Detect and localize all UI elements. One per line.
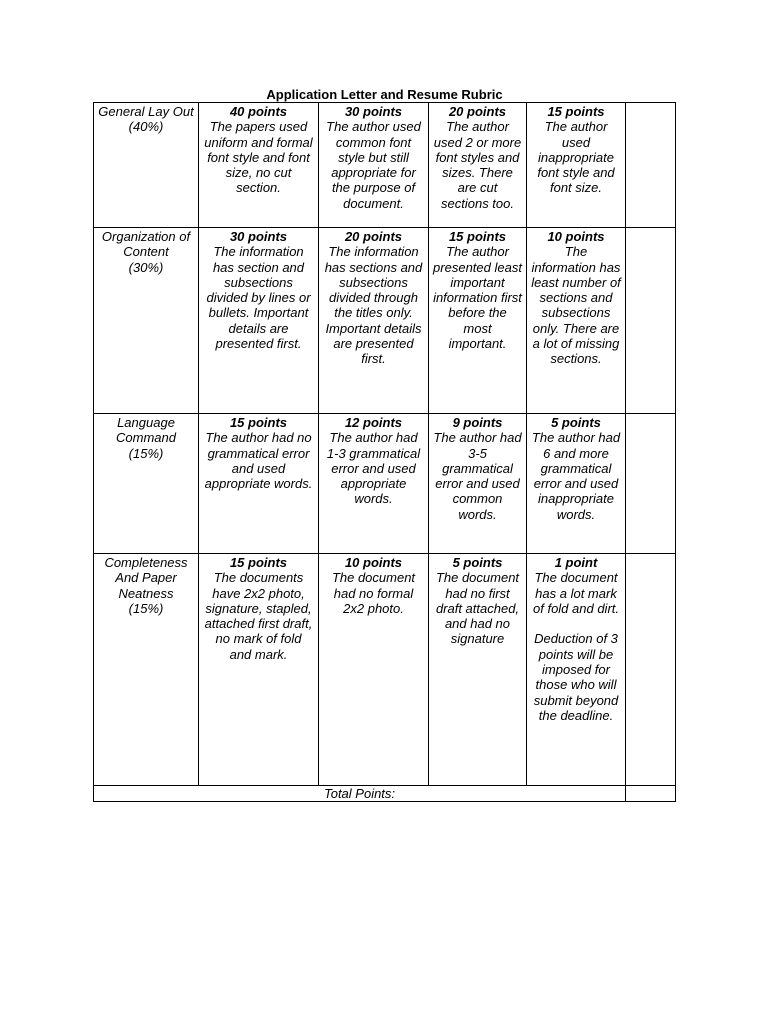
level-cell: [429, 554, 527, 786]
level-cell: [319, 554, 429, 786]
level-description: The author used 2 or more font styles and sizes. There are cut sections too.: [433, 119, 522, 211]
level-cell: [429, 228, 527, 414]
points-label: 15 points: [229, 555, 288, 570]
level-description: The author used common font style but still appropriate for the purpose of document.: [326, 119, 421, 211]
level-cell: [429, 414, 527, 554]
points-label: 9 points: [452, 415, 503, 430]
points-label: 10 points: [547, 229, 605, 244]
level-cell: [527, 554, 626, 786]
level-cell: [319, 414, 429, 554]
points-label: 15 points: [448, 229, 507, 244]
criterion-cell: Completeness And Paper Neatness (15%): [94, 554, 199, 786]
table-row: [94, 103, 676, 228]
score-cell[interactable]: [626, 228, 676, 414]
score-cell[interactable]: [626, 414, 676, 554]
score-cell[interactable]: [626, 554, 676, 786]
score-cell[interactable]: [626, 103, 676, 228]
table-row: [94, 554, 676, 786]
level-cell: [527, 228, 626, 414]
level-cell: [319, 103, 429, 228]
table-row: [94, 228, 676, 414]
points-label: 10 points: [344, 555, 403, 570]
level-description: The papers used uniform and formal font style and font size, no cut section.: [204, 119, 313, 196]
points-label: 15 points: [547, 104, 605, 119]
criterion-cell: Organization of Content (30%): [94, 228, 199, 414]
level-cell: [199, 554, 319, 786]
level-description: The author used inappropriate font style and font size.: [537, 119, 615, 196]
document-title: Application Letter and Resume Rubric: [266, 87, 503, 102]
points-label: 5 points: [551, 415, 601, 430]
level-description: The document had no first draft attached, and had no signature: [435, 570, 520, 647]
criterion-cell: Language Command (15%): [94, 414, 199, 554]
level-description: The documents have 2x2 photo, signature, stapled, attached first draft, no mark of fold and mark.: [204, 570, 313, 662]
level-cell: [527, 103, 626, 228]
points-label: 40 points: [229, 104, 288, 119]
level-description: The author had no grammatical error and used appropriate words.: [204, 430, 313, 492]
points-label: 1 point: [554, 555, 598, 570]
level-description: The author had 3-5 grammatical error and used common words.: [433, 430, 522, 522]
points-label: 20 points: [448, 104, 507, 119]
level-description: The information has least number of sections and subsections only. There are a lot of missing sections.: [531, 244, 621, 367]
points-label: 20 points: [344, 229, 403, 244]
level-cell: [319, 228, 429, 414]
total-points-cell[interactable]: [626, 786, 676, 802]
level-cell: [527, 414, 626, 554]
points-label: 30 points: [344, 104, 403, 119]
criterion-cell: General Lay Out (40%): [94, 103, 199, 228]
points-label: 30 points: [229, 229, 288, 244]
table-row: [94, 414, 676, 554]
points-label: 12 points: [344, 415, 403, 430]
level-description: The information has sections and subsections divided through the titles only. Important details are presented first.: [324, 244, 423, 367]
level-description: The document has a lot mark of fold and dirt. Deduction of 3 points will be imposed for those who will submit beyond the deadline.: [533, 570, 619, 723]
level-cell: [199, 414, 319, 554]
level-cell: [199, 228, 319, 414]
level-description: The author had 6 and more grammatical error and used inappropriate words.: [531, 430, 621, 522]
level-description: The author had 1-3 grammatical error and used appropriate words.: [326, 430, 421, 507]
total-row: [94, 786, 676, 802]
points-label: 5 points: [452, 555, 503, 570]
level-cell: [429, 103, 527, 228]
level-description: The information has section and subsections divided by lines or bullets. Important details are presented first.: [206, 244, 311, 352]
level-description: The author presented least important information first before the most important.: [433, 244, 522, 352]
level-cell: [199, 103, 319, 228]
level-description: The document had no formal 2x2 photo.: [331, 570, 416, 616]
rubric-table: [93, 102, 676, 802]
points-label: 15 points: [229, 415, 288, 430]
total-points-label: Total Points:: [94, 786, 626, 802]
